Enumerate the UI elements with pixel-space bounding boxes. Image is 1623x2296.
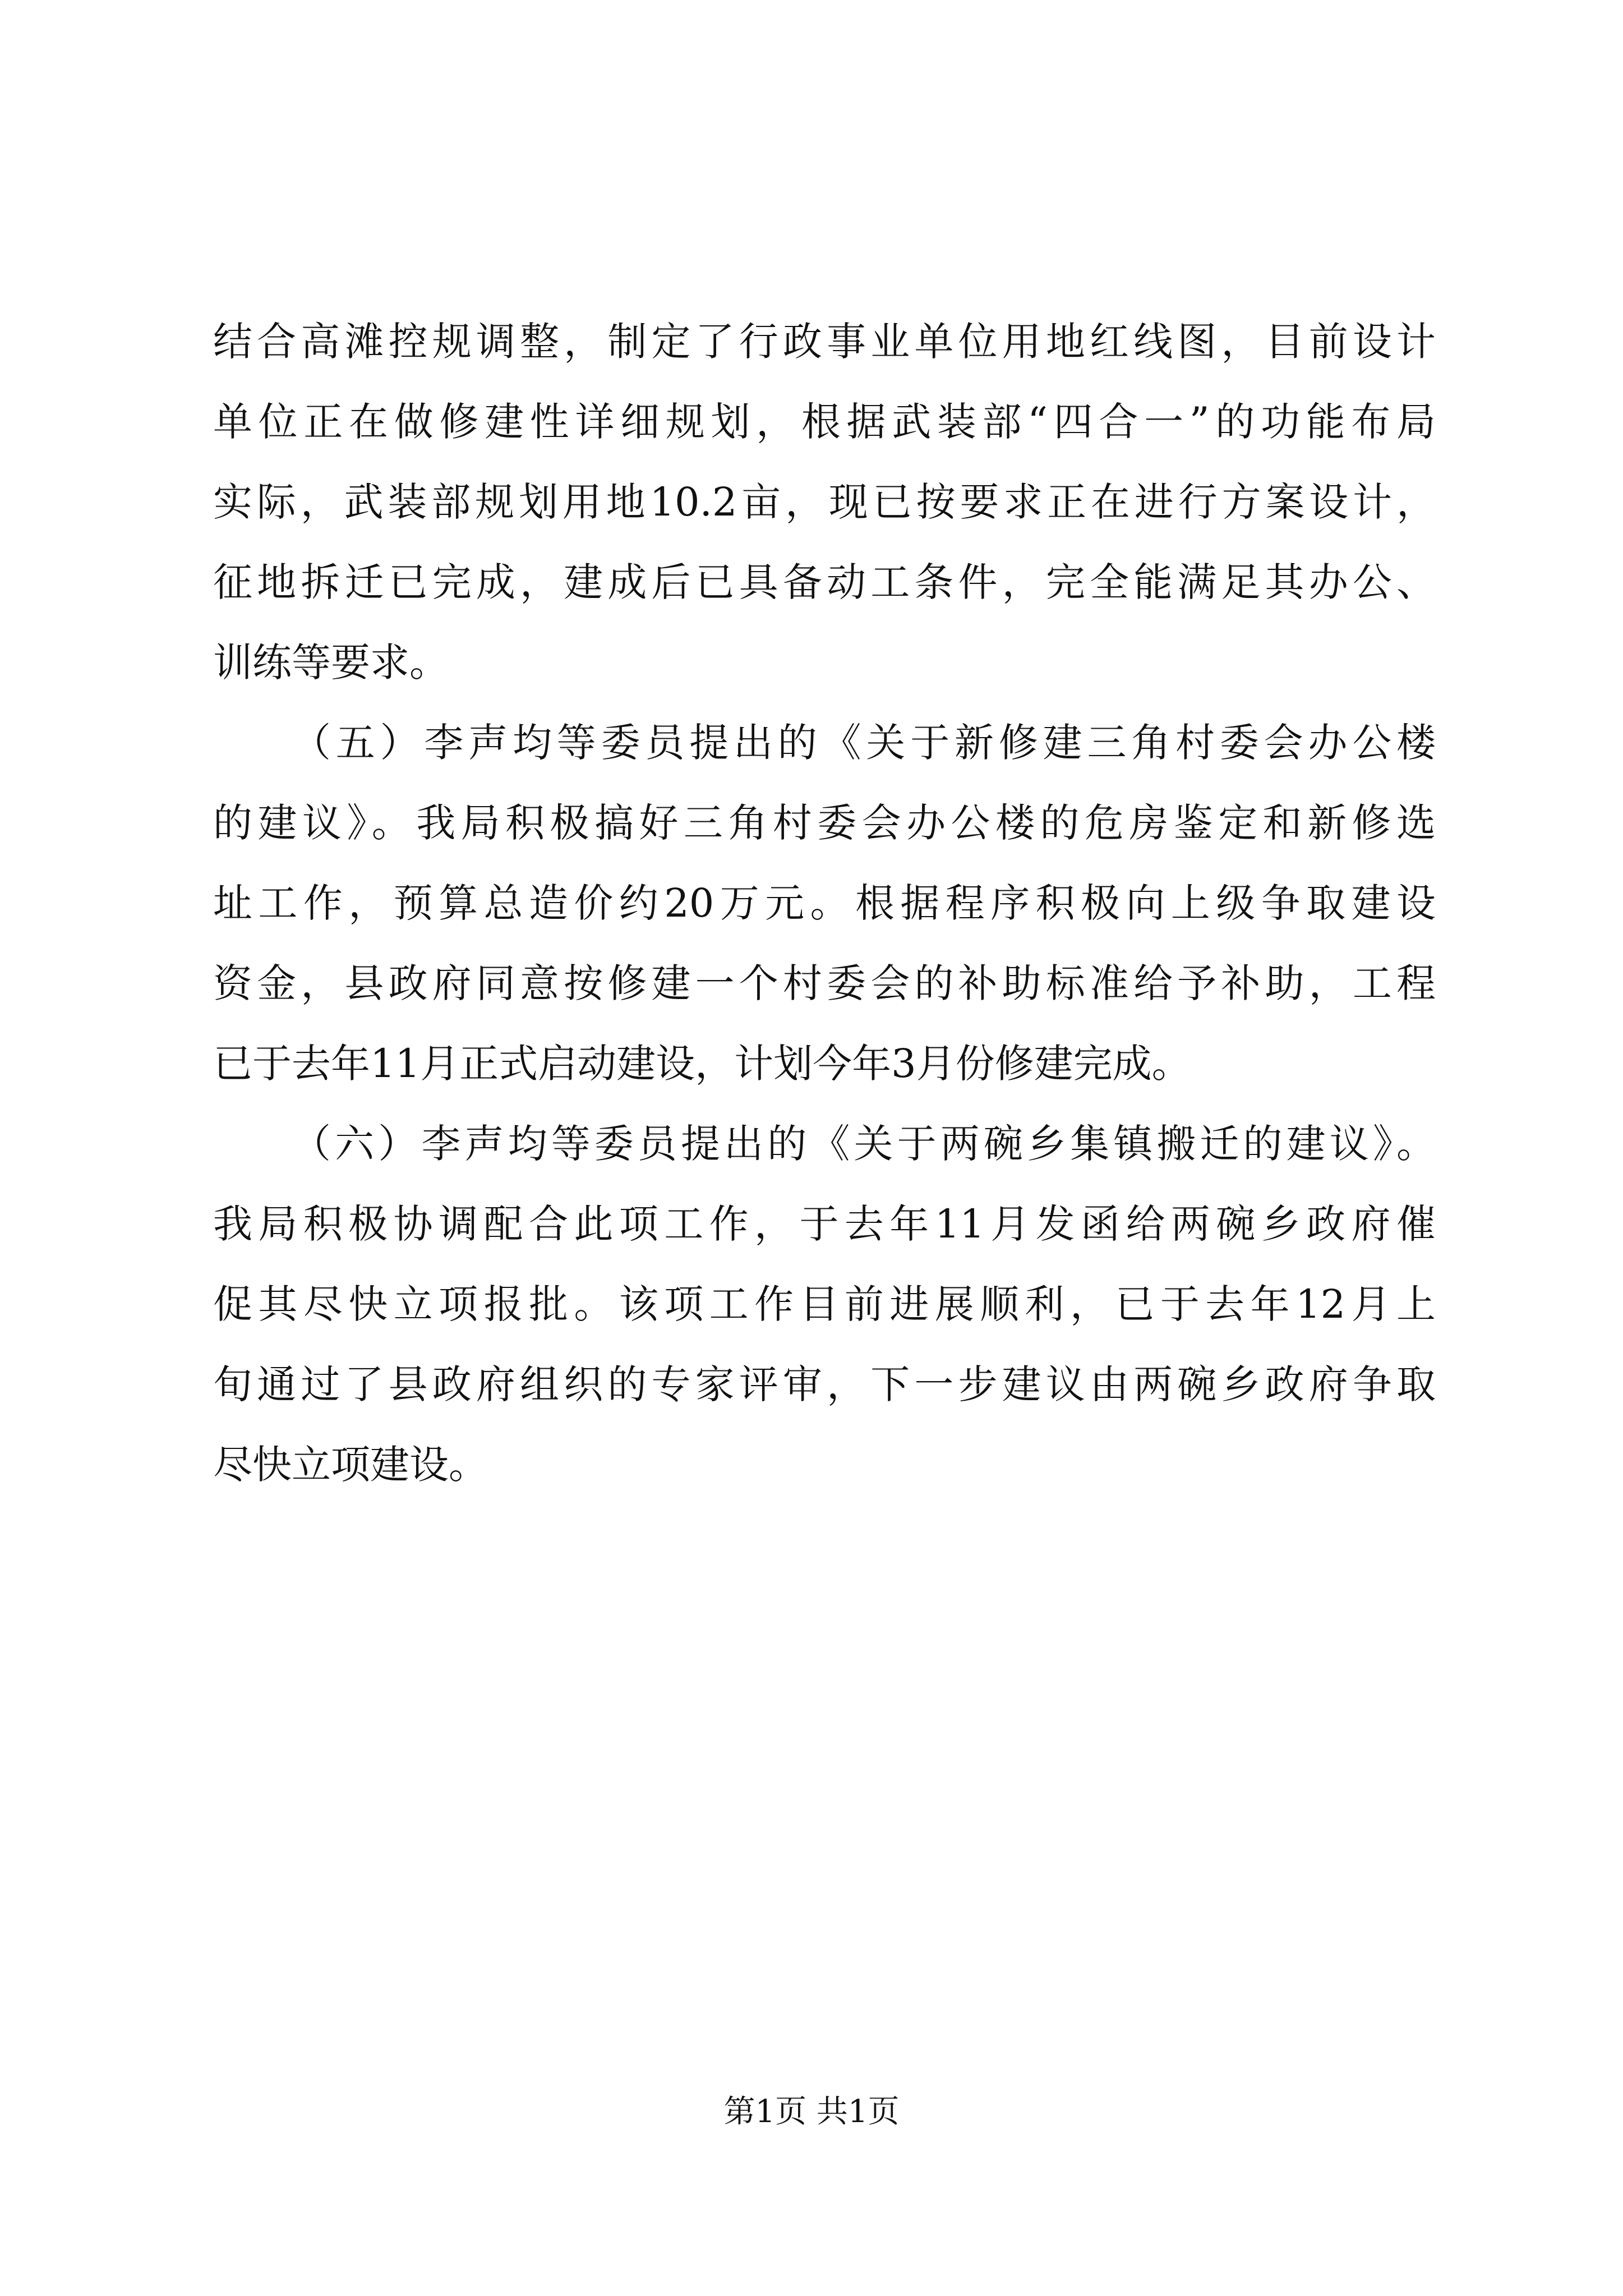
text-line: 我局积极协调配合此项工作，于去年11月发函给两碗乡政府催 (213, 1201, 1436, 1247)
text-line: 已于去年11月正式启动建设，计划今年3月份修建完成。 (213, 1041, 1191, 1087)
page-footer: 第1页 共1页 (723, 2093, 900, 2130)
text-line: 促其尽快立项报批。该项工作目前进展顺利，已于去年12月上 (213, 1281, 1436, 1327)
document-body (213, 302, 1436, 1505)
text-line: （六）李声均等委员提出的《关于两碗乡集镇搬迁的建议》。 (292, 1121, 1436, 1167)
text-line: 址工作，预算总造价约20万元。根据程序积极向上级争取建设 (213, 880, 1436, 926)
text-line: 征地拆迁已完成，建成后已具备动工条件，完全能满足其办公、 (213, 559, 1436, 605)
text-line: 实际，武装部规划用地10.2亩，现已按要求正在进行方案设计， (213, 479, 1436, 525)
text-line: 训练等要求。 (213, 639, 449, 685)
text-line: 单位正在做修建性详细规划，根据武装部“四合一”的功能布局 (213, 399, 1436, 445)
text-line: 结合高滩控规调整，制定了行政事业单位用地红线图，目前设计 (213, 319, 1436, 365)
text-line: 资金，县政府同意按修建一个村委会的补助标准给予补助，工程 (213, 960, 1436, 1006)
text-line: 旬通过了县政府组织的专家评审，下一步建议由两碗乡政府争取 (213, 1361, 1436, 1407)
text-line: （五）李声均等委员提出的《关于新修建三角村委会办公楼 (292, 720, 1436, 766)
text-line: 的建议》。我局积极搞好三角村委会办公楼的危房鉴定和新修选 (213, 800, 1436, 846)
text-line: 尽快立项建设。 (213, 1442, 488, 1488)
